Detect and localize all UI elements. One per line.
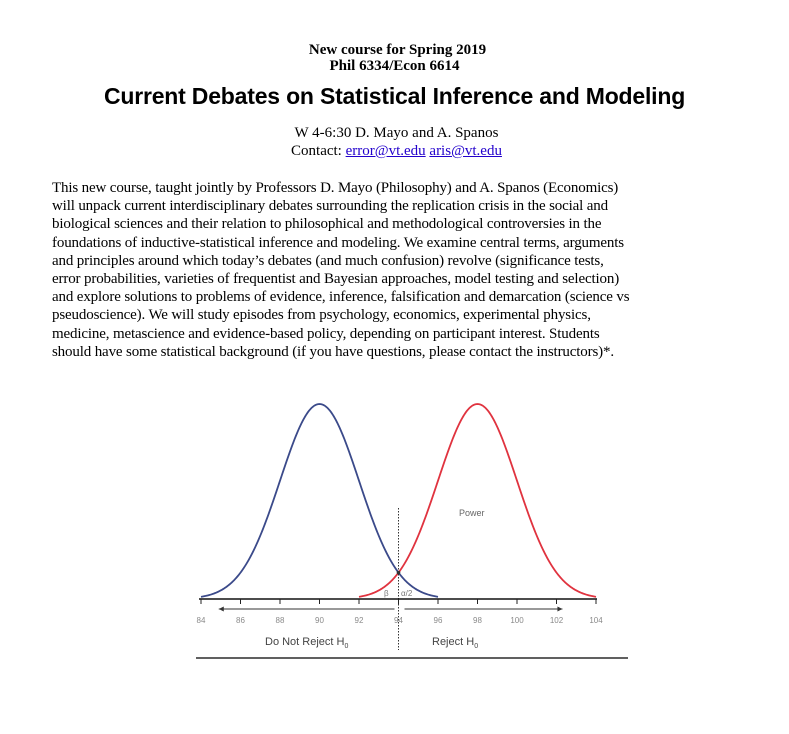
power-label: Power xyxy=(459,508,485,518)
x-tick-label: 98 xyxy=(473,616,482,625)
h0-subscript: 0 xyxy=(474,643,479,650)
annotations xyxy=(265,508,485,650)
description-line: medicine, metascience and evidence-based policy, depending on participant interest. Students xyxy=(52,325,600,342)
x-tick-label: 94 xyxy=(394,616,403,625)
do-not-reject-arrow-head xyxy=(219,607,224,612)
page-title: Current Debates on Statistical Inference and Modeling xyxy=(103,83,686,109)
description-line: error probabilities, varieties of frequentist and Bayesian approaches, model testing and selection) xyxy=(52,271,620,288)
x-tick-label: 84 xyxy=(196,616,206,625)
intersection-point xyxy=(397,571,401,575)
do-not-reject-label xyxy=(265,636,348,650)
description-line: foundations of inductive-statistical inference and modeling. We examine central terms, arguments xyxy=(52,234,624,251)
course-announcement: New course for Spring 2019 xyxy=(308,42,487,58)
x-tick-label: 88 xyxy=(275,616,285,625)
course-code: Phil 6334/Econ 6614 xyxy=(329,58,460,74)
x-tick-label: 92 xyxy=(354,616,364,625)
description-line: This new course, taught jointly by Professors D. Mayo (Philosophy) and A. Spanos (Economics) xyxy=(52,180,619,196)
description-line: should have some statistical background (if you have questions, please contact the instructors)*. xyxy=(52,343,614,360)
x-tick-labels xyxy=(197,616,604,625)
distribution-curves xyxy=(201,404,596,650)
description-line: and explore solutions to problems of evidence, inference, falsification and demarcation (science vs xyxy=(52,289,630,306)
reject-text: Reject H xyxy=(432,636,475,648)
email-link-spanos[interactable]: aris@vt.edu xyxy=(429,143,502,159)
contact-label: Contact: xyxy=(291,143,342,159)
x-tick-label: 96 xyxy=(433,616,443,625)
h0-subscript: 0 xyxy=(344,643,349,650)
x-tick-label: 104 xyxy=(589,616,603,625)
x-tick-label: 86 xyxy=(236,616,245,625)
description-line: and principles around which today’s debates (and much confusion) revolve (significance tests, xyxy=(52,252,604,269)
do-not-reject-text: Do Not Reject H xyxy=(265,636,345,648)
x-tick-label: 102 xyxy=(549,616,564,625)
description-line: pseudoscience). We will study episodes from psychology, economics, experimental physics, xyxy=(52,307,591,324)
schedule-instructors: W 4-6:30 D. Mayo and A. Spanos xyxy=(294,125,499,141)
description-line: will unpack current interdisciplinary debates surrounding the replication crisis in the social and xyxy=(52,198,608,215)
description-line: biological sciences and their relation to philosophical and methodological controversies in the xyxy=(52,216,602,233)
email-link-mayo[interactable]: error@vt.edu xyxy=(345,143,426,159)
alpha-half-label: α/2 xyxy=(401,589,413,598)
reject-arrow-head xyxy=(557,607,562,612)
beta-label: β xyxy=(384,589,389,598)
reject-label xyxy=(432,636,478,650)
x-tick-label: 100 xyxy=(510,616,524,625)
x-tick-label: 90 xyxy=(315,616,324,625)
